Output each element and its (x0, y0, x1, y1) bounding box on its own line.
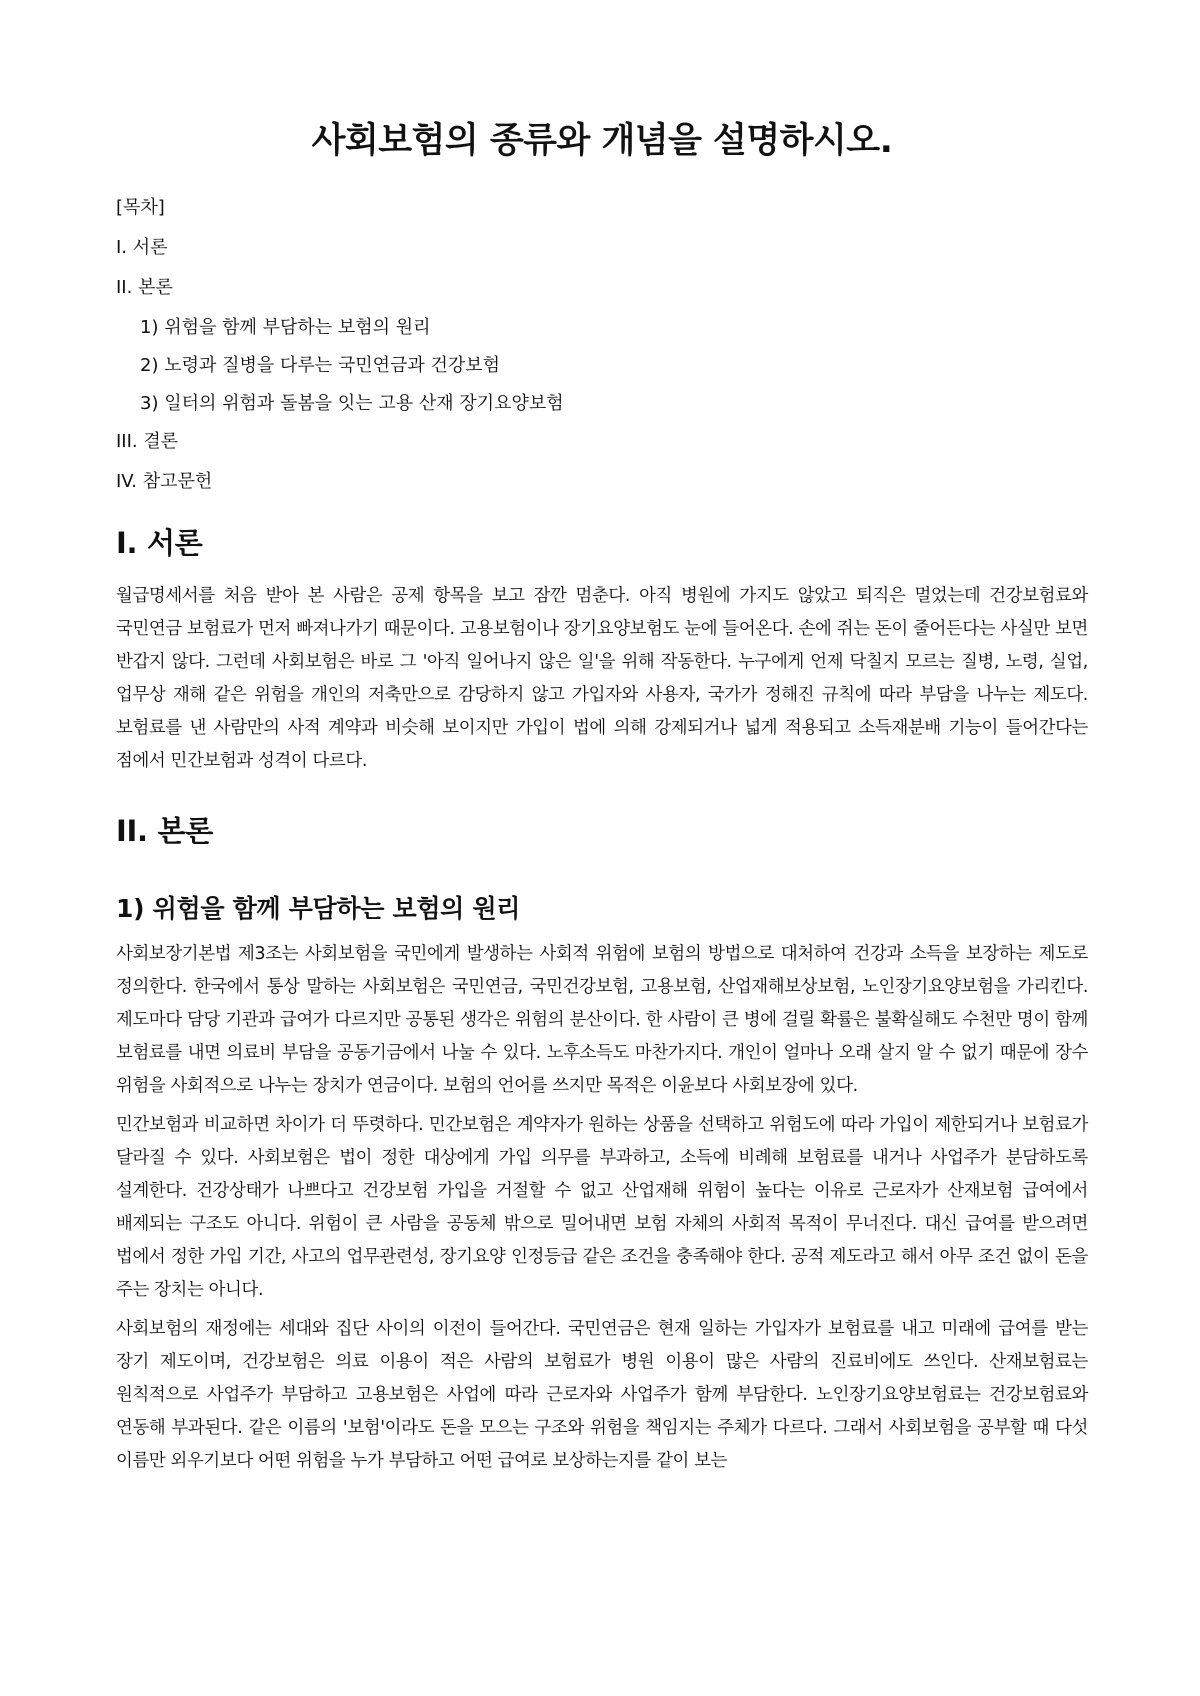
document-title: 사회보험의 종류와 개념을 설명하시오. (311, 121, 893, 161)
body-section1-paragraph-3: 사회보험의 재정에는 세대와 집단 사이의 이전이 들어간다. 국민연금은 현재 일하는 가입자가 보험료를 내고 미래에 급여를 받는 장기 제도이며, 건강보험은 의료 이용이 적은 사람의 보험료가 병원 이용이 많은 사람의 진료비에도 쓰인다. 산재보험료는 원칙적으로 사업주가 부담하고 고용보험은 사업에 따라 근로자와 사업주가 함께 부담한다. 노인장기요양보험료는 건강보험료와 연동해 부과된다. 같은 이름의 '보험'이라도 돈을 모으는 구조와 위험을 책임지는 주체가 다르다. 그래서 사회보험을 공부할 때 다섯 이름만 외우기보다 어떤 위험을 누가 부담하고 어떤 급여로 보상하는지를 같이 보는 (116, 1319, 1088, 1471)
spacer (116, 868, 1088, 892)
toc-item-conclusion: III. 결론 (116, 431, 179, 452)
intro-paragraph: 월급명세서를 처음 받아 본 사람은 공제 항목을 보고 잠깐 멈춘다. 아직 병원에 가지도 않았고 퇴직은 멀었는데 건강보험료와 국민연금 보험료가 먼저 빠져나가기 때문이다. 고용보험이나 장기요양보험도 눈에 들어온다. 손에 쥐는 돈이 줄어든다는 사실만 보면 반갑지 않다. 그런데 사회보험은 바로 그 '아직 일어나지 않은 일'을 위해 작동한다. 누구에게 언제 닥칠지 모르는 질병, 노령, 실업, 업무상 재해 같은 위험을 개인의 저축만으로 감당하지 않고 가입자와 사용자, 국가가 정해진 규칙에 따라 부담을 나누는 제도다. 보험료를 낸 사람만의 사적 계약과 비슷해 보이지만 가입이 법에 의해 강제되거나 넓게 적용되고 소득재분배 기능이 들어간다는 점에서 민간보험과 성격이 다르다. (116, 586, 1088, 771)
body-heading: II. 본론 (116, 814, 213, 848)
body-section1-heading: 1) 위험을 함께 부담하는 보험의 원리 (116, 894, 521, 923)
toc-header: [목차] (116, 197, 165, 218)
toc-item-intro: I. 서론 (116, 237, 168, 258)
toc-item-body-3: 3) 일터의 위험과 돌봄을 잇는 고용 산재 장기요양보험 (140, 393, 564, 414)
body-section1-paragraph-2: 민간보험과 비교하면 차이가 더 뚜렷하다. 민간보험은 계약자가 원하는 상품을 선택하고 위험도에 따라 가입이 제한되거나 보험료가 달라질 수 있다. 사회보험은 법이 정한 대상에게 가입 의무를 부과하고, 소득에 비례해 보험료를 내거나 사업주가 분담하도록 설계한다. 건강상태가 나쁘다고 건강보험 가입을 거절할 수 없고 산업재해 위험이 높다는 이유로 근로자가 산재보험 급여에서 배제되는 구조도 아니다. 위험이 큰 사람을 공동체 밖으로 밀어내면 보험 자체의 사회적 목적이 무너진다. 대신 급여를 받으려면 법에서 정한 가입 기간, 사고의 업무관련성, 장기요양 인정등급 같은 조건을 충족해야 한다. 공적 제도라고 해서 아무 조건 없이 돈을 주는 장치는 아니다. (116, 1115, 1088, 1300)
table-of-contents (116, 196, 1088, 494)
toc-item-body-1: 1) 위험을 함께 부담하는 보험의 원리 (140, 317, 431, 338)
toc-item-body-2: 2) 노령과 질병을 다루는 국민연금과 건강보험 (140, 355, 501, 376)
intro-heading: I. 서론 (116, 526, 203, 560)
body-section1-paragraph-1: 사회보장기본법 제3조는 사회보험을 국민에게 발생하는 사회적 위험에 보험의 방법으로 대처하여 건강과 소득을 보장하는 제도로 정의한다. 한국에서 통상 말하는 사회보험은 국민연금, 국민건강보험, 고용보험, 산업재해보상보험, 노인장기요양보험을 가리킨다. 제도마다 담당 기관과 급여가 다르지만 공통된 생각은 위험의 분산이다. 한 사람이 큰 병에 걸릴 확률은 불확실해도 수천만 명이 함께 보험료를 내면 의료비 부담을 공동기금에서 나눌 수 있다. 노후소득도 마찬가지다. 개인이 얼마나 오래 살지 알 수 없기 때문에 장수 위험을 사회적으로 나누는 장치가 연금이다. 보험의 언어를 쓰지만 목적은 이윤보다 사회보장에 있다. (116, 944, 1088, 1096)
toc-item-references: IV. 참고문헌 (116, 471, 213, 492)
toc-item-body: II. 본론 (116, 277, 173, 298)
